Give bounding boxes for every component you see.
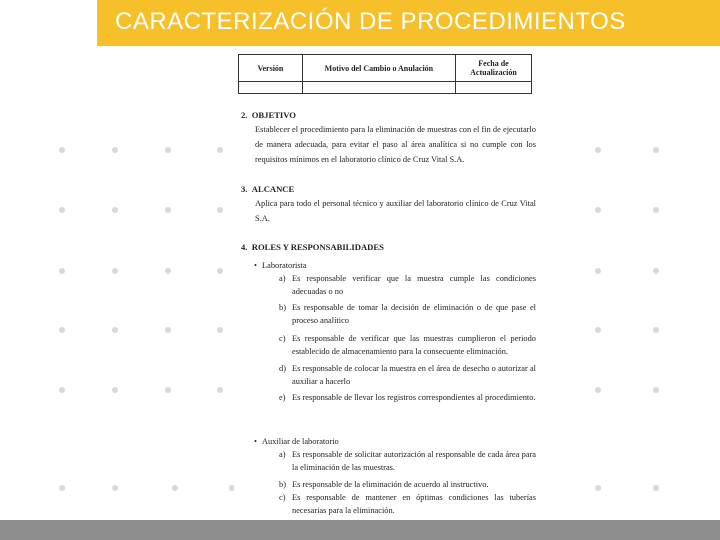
- list-item: d) Es responsable de colocar la muestra en el área de desecho o autorizar al auxiliar a hacerlo: [279, 364, 536, 386]
- bottom-bar: [0, 520, 720, 540]
- table-cell-empty: [302, 82, 455, 94]
- table-header-reason: Motivo del Cambio o Anulación: [302, 55, 455, 82]
- section-heading-objetivo: 2. OBJETIVO: [241, 110, 296, 120]
- list-item: a) Es responsable verificar que la muestra cumple las condiciones adecuadas o no: [279, 274, 536, 296]
- table-cell-empty: [455, 82, 531, 94]
- list-item: c) Es responsable de verificar que las muestras cumplieron el periodo establecido de almacenamiento para la consecuente eliminación.: [279, 334, 536, 356]
- list-item: b) Es responsable de tomar la decisión de eliminación o de que pase el proceso analítico: [279, 303, 536, 325]
- list-item: e) Es responsable de llevar los registros correspondientes al procedimiento.: [279, 393, 536, 402]
- section-text-objetivo: Establecer el procedimiento para la eliminación de muestras con el fin de ejecutarlo de manera adecuada, para evitar el paso al área analítica si no cumple con los requisitos mínimos en el laboratorio clínico de Cruz Vital S.A.: [255, 125, 536, 164]
- table-header-date: Fecha de Actualización: [455, 55, 531, 82]
- page-title: CARACTERIZACIÓN DE PROCEDIMIENTOS: [115, 8, 626, 35]
- list-item: b) Es responsable de la eliminación de acuerdo al instructivo.: [279, 480, 489, 489]
- section-heading-roles: 4. ROLES Y RESPONSABILIDADES: [241, 242, 384, 252]
- version-table: [238, 54, 532, 94]
- bullet-icon: •: [254, 261, 257, 270]
- list-item: c) Es responsable de mantener en óptimas condiciones las tuberías necesarias para la eliminación.: [279, 493, 536, 515]
- section-heading-alcance: 3. ALCANCE: [241, 184, 295, 194]
- document-page: [234, 48, 562, 520]
- table-header-version: Versión: [239, 55, 303, 82]
- table-cell-empty: [239, 82, 303, 94]
- bullet-icon: •: [254, 437, 257, 446]
- list-item-role: • Laboratorista: [254, 261, 307, 270]
- section-text-alcance: Aplica para todo el personal técnico y auxiliar del laboratorio clínico de Cruz Vital S.A.: [255, 199, 536, 223]
- list-item-role: • Auxiliar de laboratorio: [254, 437, 339, 446]
- list-item: a) Es responsable de solicitar autorización al responsable de cada área para la eliminación de las muestras.: [279, 450, 536, 472]
